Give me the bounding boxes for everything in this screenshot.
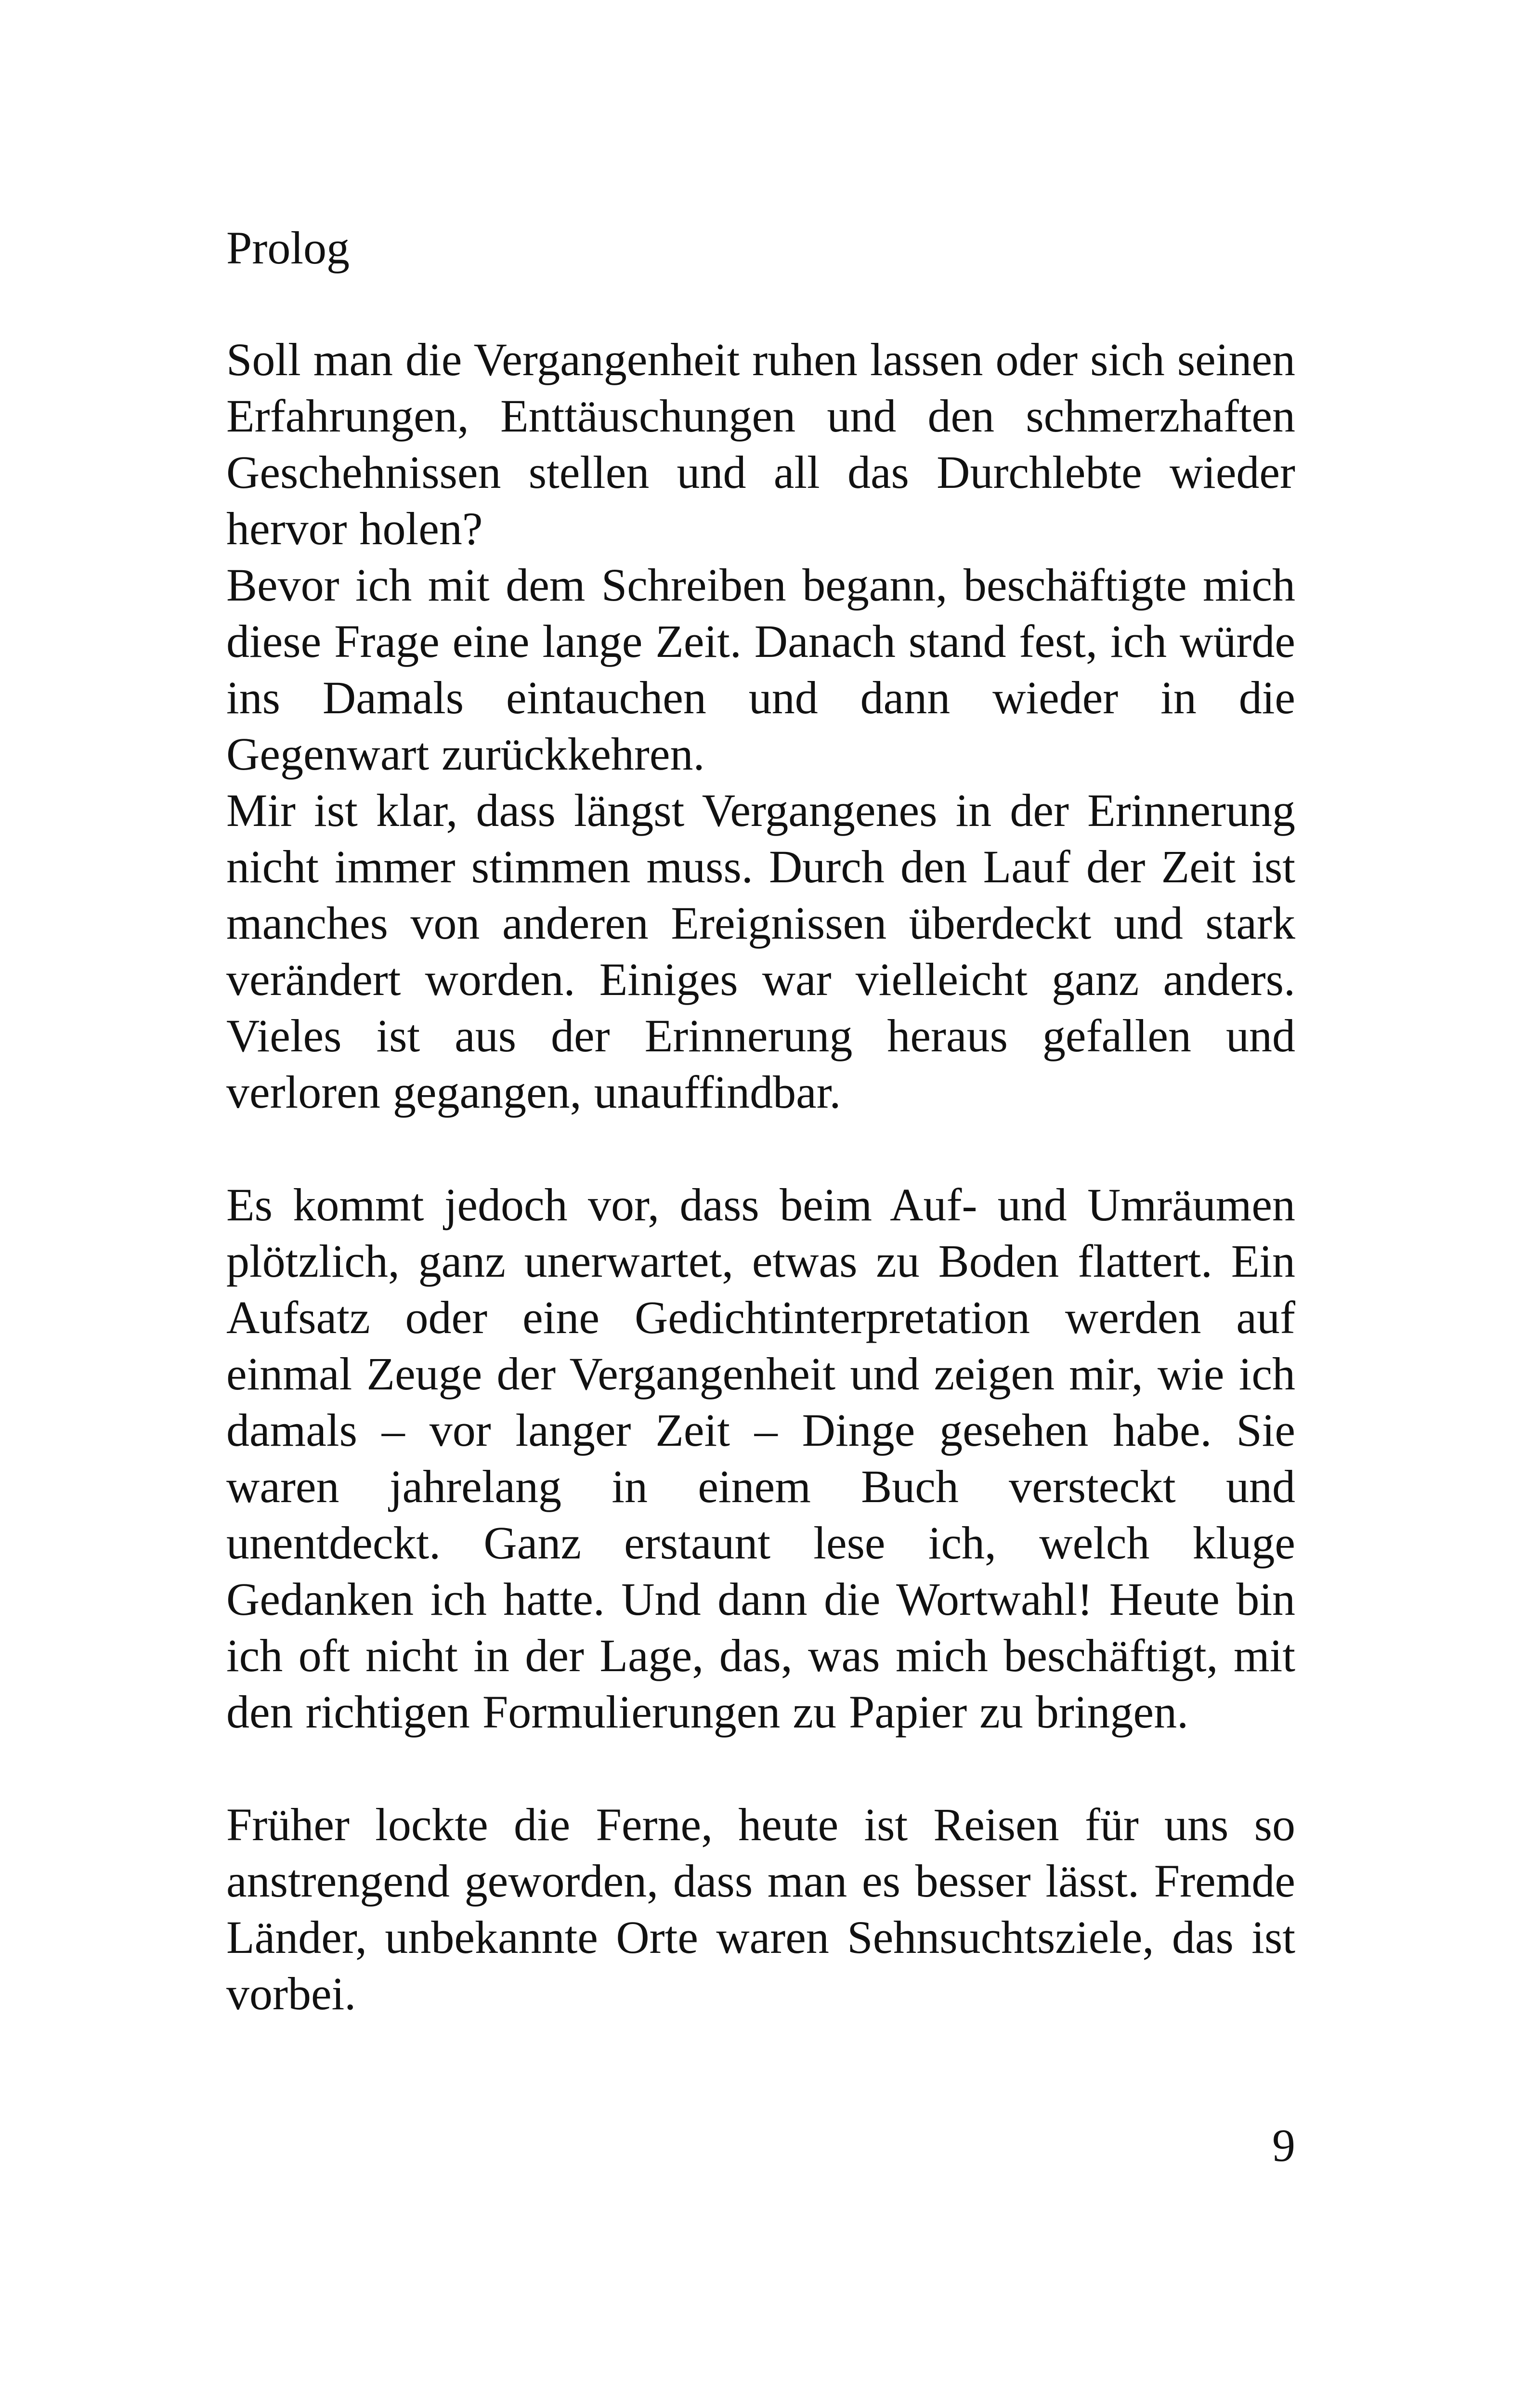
page-number: 9: [1272, 2120, 1295, 2171]
paragraph: Früher lockte die Ferne, heute ist Reisen für uns so anstrengend geworden, dass man es besser lässt. Fremde Länder, unbekannte Orte waren Sehnsuchtsziele, das ist vorbei.: [226, 1799, 1295, 2019]
paragraph: Mir ist klar, dass längst Vergangenes in der Erinnerung nicht immer stimmen muss. Durch den Lauf der Zeit ist manches von anderen Ereignissen überdeckt und stark verändert worden. Einiges war vielleicht ganz anders. Vieles ist aus der Erinnerung heraus gefallen und verloren gegangen, unauffindbar.: [226, 785, 1295, 1118]
chapter-body: [226, 331, 1295, 2022]
chapter-heading: Prolog: [226, 222, 350, 274]
paragraph: Es kommt jedoch vor, dass beim Auf- und Umräumen plötzlich, ganz unerwartet, etwas zu Boden flattert. Ein Aufsatz oder eine Gedichtinterpretation werden auf einmal Zeuge der Vergangenheit und zeigen mir, wie ich damals – vor langer Zeit – Dinge gesehen habe. Sie waren jahrelang in einem Buch versteckt und unentdeckt. Ganz erstaunt lese ich, welch kluge Gedanken ich hatte. Und dann die Wortwahl! Heute bin ich oft nicht in der Lage, das, was mich beschäftigt, mit den richtigen Formulierungen zu Papier zu bringen.: [226, 1179, 1295, 1738]
paragraph: Bevor ich mit dem Schreiben begann, beschäftigte mich diese Frage eine lange Zeit. Danach stand fest, ich würde ins Damals eintauchen und dann wieder in die Gegenwart zurückkehren.: [226, 559, 1295, 780]
paragraph: Soll man die Vergangenheit ruhen lassen oder sich seinen Erfahrungen, Enttäuschungen und den schmerzhaften Geschehnissen stellen und all das Durchlebte wieder hervor holen?: [226, 334, 1295, 554]
